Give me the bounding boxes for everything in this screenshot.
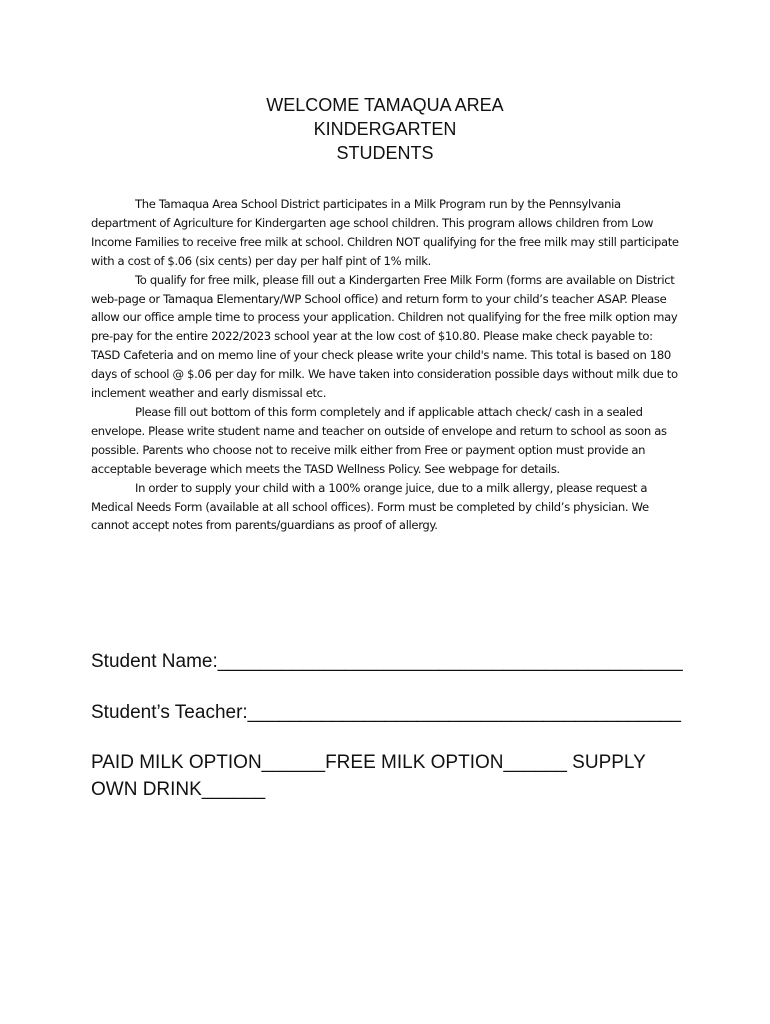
students-teacher-field[interactable]: Student’s Teacher:_________________________________________ bbox=[91, 702, 681, 723]
title-line-1: WELCOME TAMAQUA AREA bbox=[266, 95, 504, 115]
body-text bbox=[91, 195, 681, 535]
paragraph-form-instructions: Please fill out bottom of this form completely and if applicable attach check/ cash in a sealed envelope. Please write student name and teacher on outside of envelope and return to school as soon as possible. Parents who choose not to receive milk either from Free or payment option must provide an acceptable beverage which meets the TASD Wellness Policy. See webpage for details. bbox=[91, 404, 667, 476]
paragraph-free-milk-qualify: To qualify for free milk, please fill out a Kindergarten Free Milk Form (forms are available on District web-page or Tamaqua Elementary/WP School office) and return form to your child’s teacher ASAP. Please allow our office ample time to process your application. Children not qualifying for the free milk option may pre-pay for the entire 2022/2023 school year at the low cost of $10.80. Please make check payable to: TASD Cafeteria and on memo line of your check please write your child's name. This total is based on 180 days of school @ $.06 per day for milk. We have taken into consideration possible days without milk due to inclement weather and early dismissal etc. bbox=[91, 272, 678, 401]
student-name-field[interactable]: Student Name:____________________________________________ bbox=[91, 651, 683, 672]
title-line-3: STUDENTS bbox=[336, 143, 434, 163]
paragraph-milk-program: The Tamaqua Area School District participates in a Milk Program run by the Pennsylvania department of Agriculture for Kindergarten age school children. This program allows children from Low Income Families to receive free milk at school. Children NOT qualifying for the free milk may still participate with a cost of $.06 (six cents) per day per half pint of 1% milk. bbox=[91, 197, 679, 268]
milk-options-field[interactable]: PAID MILK OPTION______FREE MILK OPTION______ SUPPLY OWN DRINK______ bbox=[91, 752, 646, 800]
document-title bbox=[0, 93, 770, 165]
title-line-2: KINDERGARTEN bbox=[313, 119, 457, 139]
paragraph-allergy: In order to supply your child with a 100% orange juice, due to a milk allergy, please request a Medical Needs Form (available at all school offices). Form must be completed by child’s physician. We cannot accept notes from parents/guardians as proof of allergy. bbox=[91, 480, 649, 533]
